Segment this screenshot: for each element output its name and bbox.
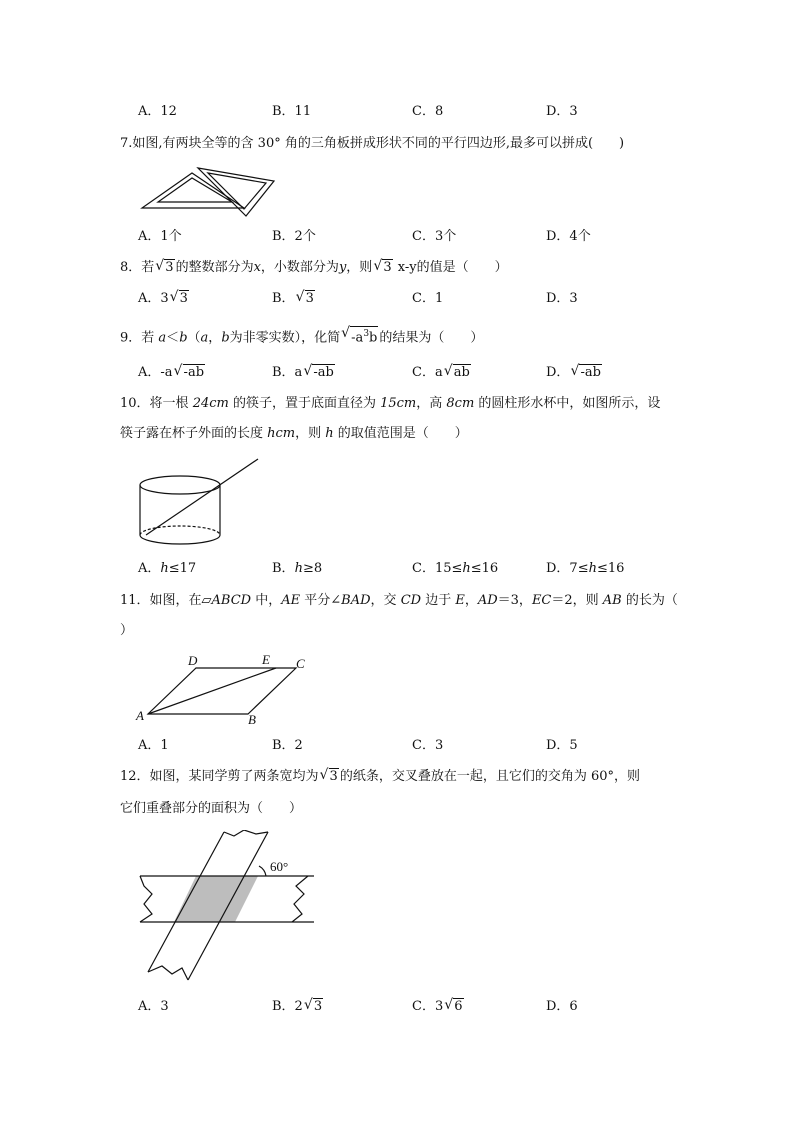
q12-option-a: A．3 xyxy=(138,999,169,1014)
q11-question-line2: ） xyxy=(120,623,134,638)
q9-option-d: D．√ -ab xyxy=(546,364,603,382)
q8-option-a: A．3√ 3 xyxy=(138,290,190,308)
sqrt-symbol: √ 3 xyxy=(373,259,392,277)
q11-parallelogram-figure xyxy=(134,650,314,730)
q7-question: 7.如图,有两块全等的含 30° 角的三角板拼成形状不同的平行四边形,最多可以拼成( ) xyxy=(120,136,625,151)
q11-option-a: A．1 xyxy=(138,738,169,753)
q7-option-a: A．1个 xyxy=(138,229,182,244)
q12-option-d: D．6 xyxy=(546,999,578,1014)
q11-question-line1: 11．如图，在▱ABCD 中，AE 平分∠BAD，交 CD 边于 E，AD＝3，EC＝2，则 AB 的长为（ xyxy=(120,593,678,608)
q10-option-a: A．h≤17 xyxy=(138,561,197,576)
q11-option-d: D．5 xyxy=(546,738,578,753)
q12-strips-figure xyxy=(138,830,318,990)
label-a: A xyxy=(136,708,144,723)
q7-triangle-figure xyxy=(140,165,280,217)
sqrt-symbol: √ 3 xyxy=(155,259,174,277)
label-b: B xyxy=(248,712,256,727)
q7-option-b: B．2个 xyxy=(272,229,316,244)
q6-option-c: C．8 xyxy=(412,104,444,119)
q6-option-d: D．3 xyxy=(546,104,578,119)
q10-cylinder-figure xyxy=(138,455,268,550)
q10-option-c: C．15≤h≤16 xyxy=(412,561,499,576)
label-e: E xyxy=(262,652,270,667)
q11-option-c: C．3 xyxy=(412,738,444,753)
q10-option-b: B．h≥8 xyxy=(272,561,323,576)
q6-option-b: B．11 xyxy=(272,104,312,119)
sqrt-symbol: √ 3 xyxy=(320,768,339,786)
q9-option-c: C．a√ ab xyxy=(412,364,472,382)
q10-option-d: D．7≤h≤16 xyxy=(546,561,625,576)
q12-option-c: C．3√ 6 xyxy=(412,998,465,1016)
q12-question-line1: 12．如图，某同学剪了两条宽均为√ 3 的纸条，交叉叠放在一起，且它们的交角为 60°，则 xyxy=(120,768,640,786)
q10-question-line2: 筷子露在杯子外面的长度 hcm，则 h 的取值范围是（ ） xyxy=(120,426,468,441)
q8-option-c: C．1 xyxy=(412,291,444,306)
sqrt-symbol: √ $-a^3b$ xyxy=(341,326,378,347)
q9-question: 9．若 a＜b（a，b为非零实数），化简√ $-a^3b$ 的结果为（ ） xyxy=(120,326,483,347)
q12-angle-label: 60° xyxy=(270,859,289,874)
q8-option-d: D．3 xyxy=(546,291,578,306)
q8-option-b: B．√ 3 xyxy=(272,290,316,308)
q8-question: 8．若√ 3 的整数部分为x，小数部分为y，则√ 3 x-y的值是（ ） xyxy=(120,259,508,277)
q6-option-a: A．12 xyxy=(138,104,177,119)
q9-option-a: A．-a√ -ab xyxy=(138,364,206,382)
q11-option-b: B．2 xyxy=(272,738,303,753)
q7-option-c: C．3个 xyxy=(412,229,457,244)
q10-question-line1: 10．将一根 24cm 的筷子，置于底面直径为 15cm，高 8cm 的圆柱形水杯中，如图所示，设 xyxy=(120,396,661,411)
q9-option-b: B．a√ -ab xyxy=(272,364,336,382)
q12-option-b: B．2√ 3 xyxy=(272,998,324,1016)
label-c: C xyxy=(296,656,305,671)
label-d: D xyxy=(188,653,198,668)
q7-option-d: D．4个 xyxy=(546,229,591,244)
q12-question-line2: 它们重叠部分的面积为（ ） xyxy=(120,801,303,816)
